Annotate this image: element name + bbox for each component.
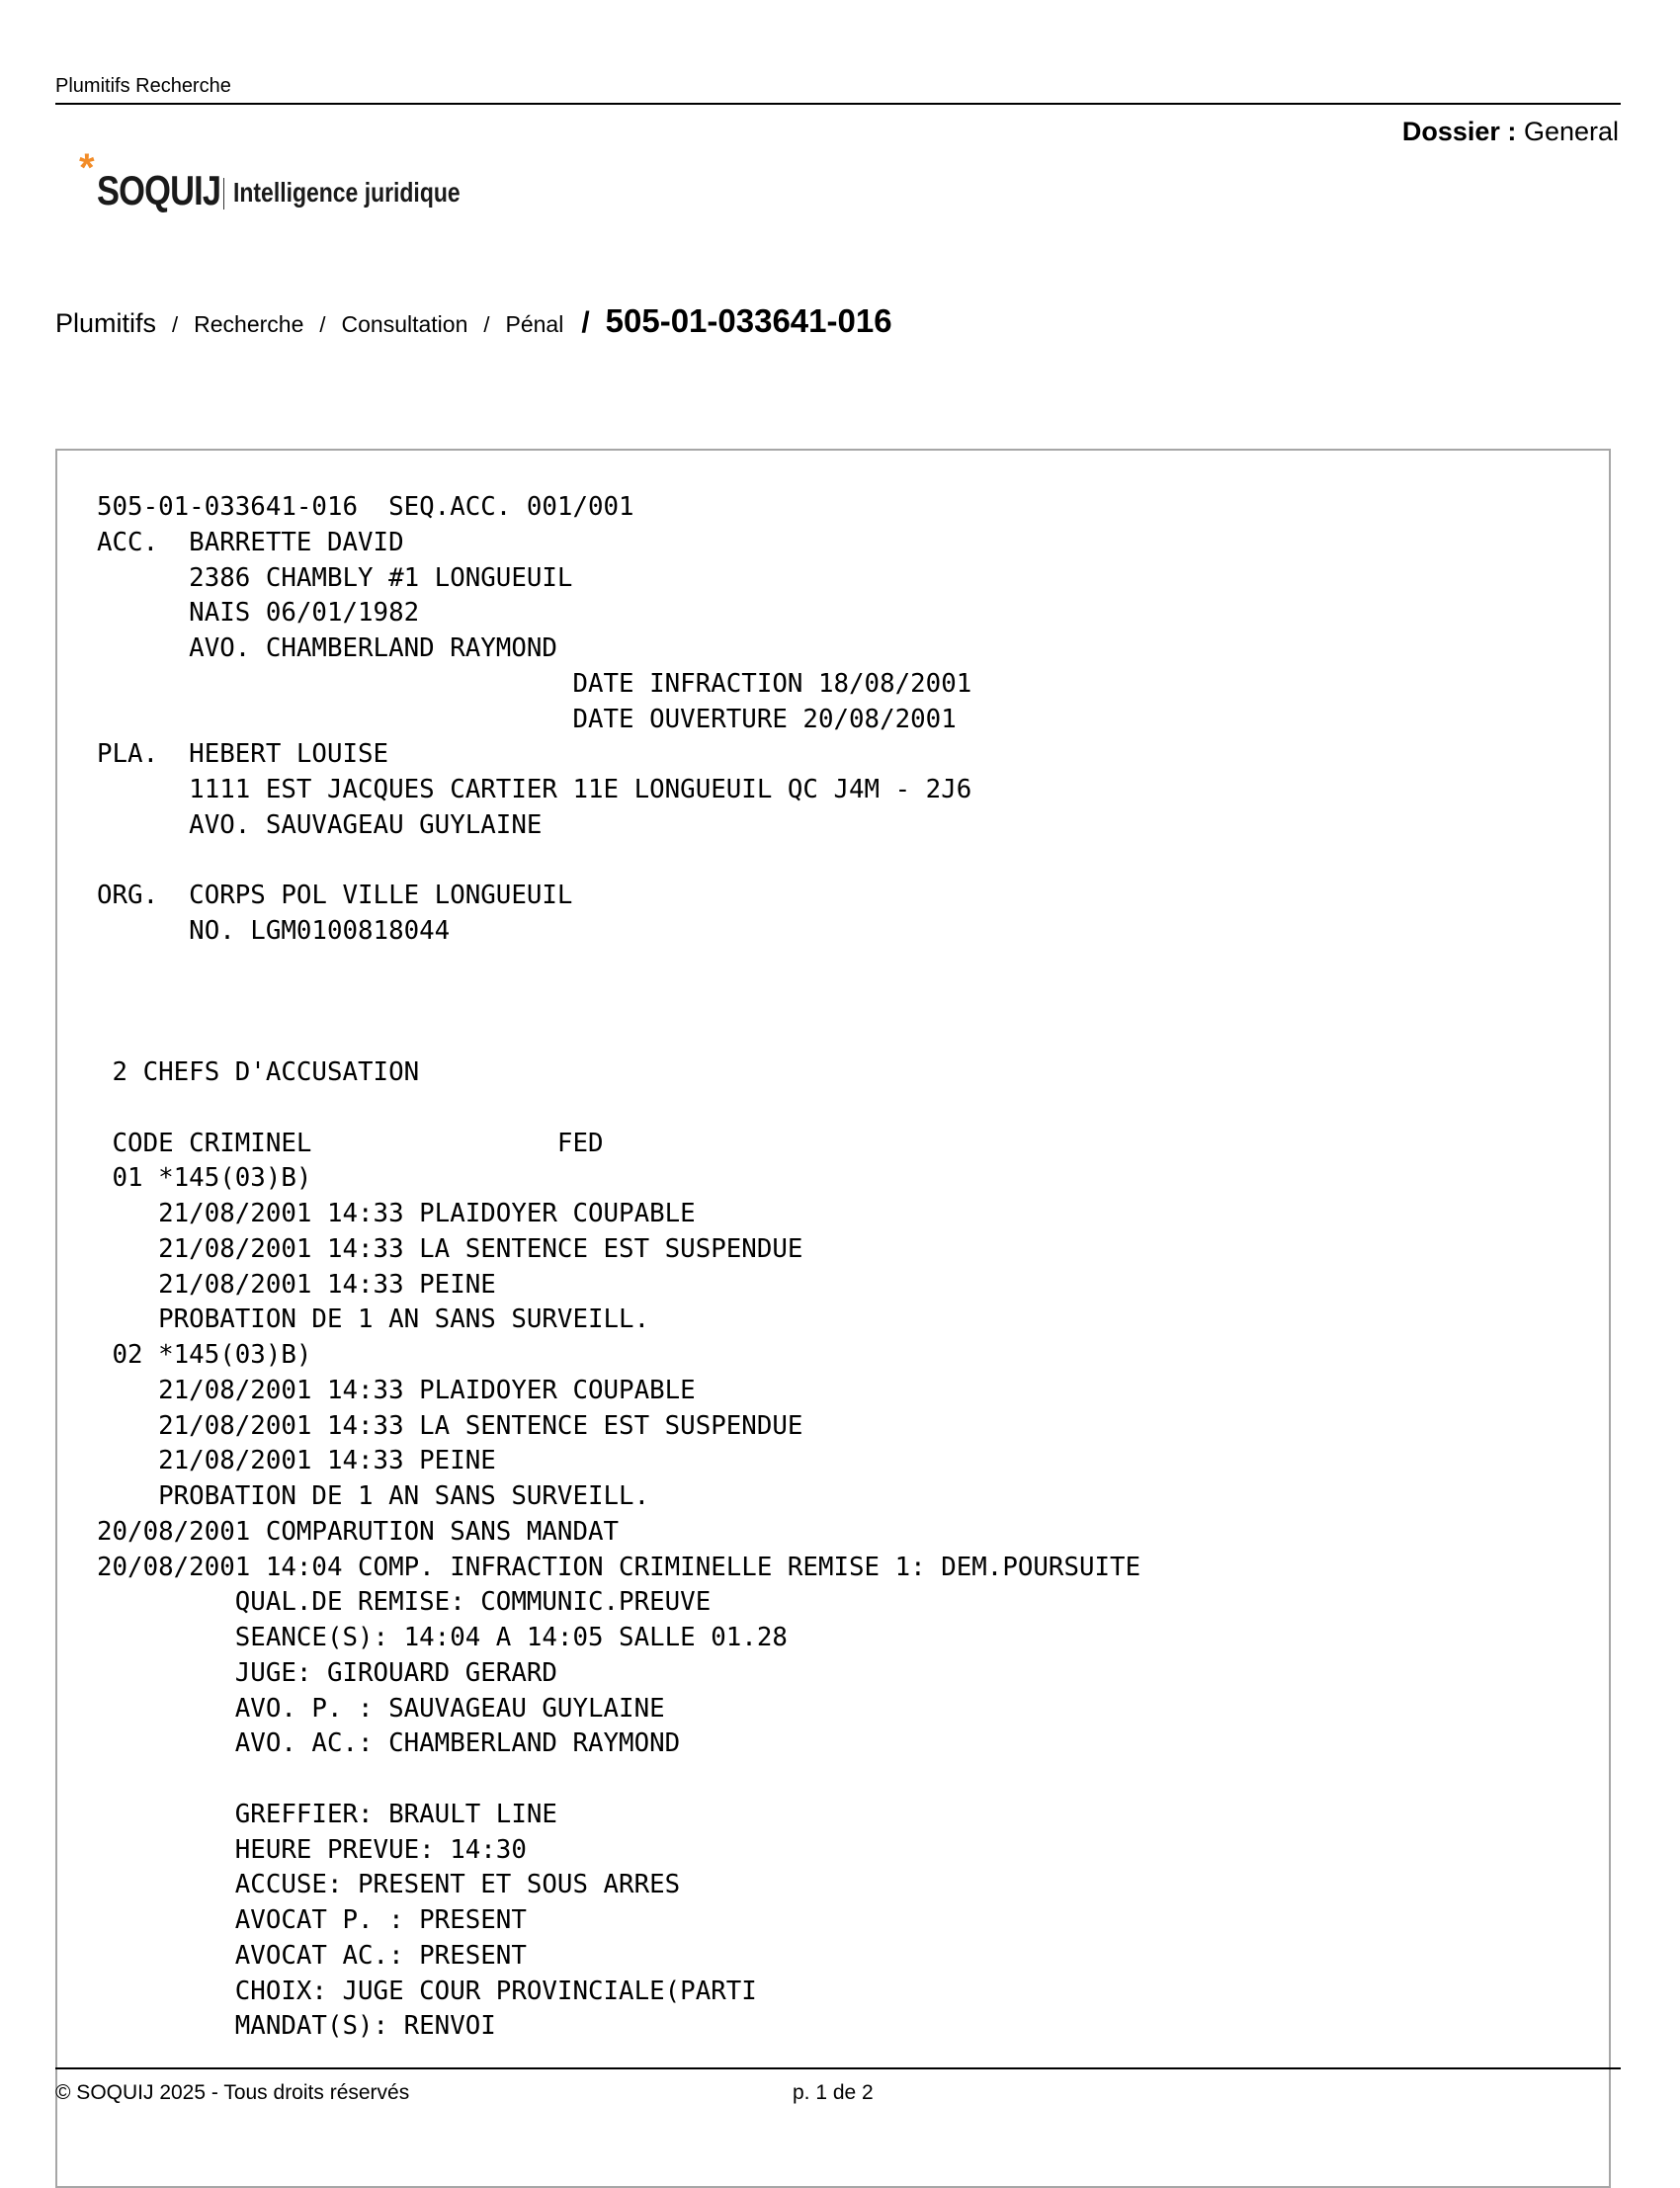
breadcrumb-recherche[interactable]: Recherche [194,311,304,337]
record-line: PROBATION DE 1 AN SANS SURVEILL. [97,1304,650,1335]
record-line: PROBATION DE 1 AN SANS SURVEILL. [97,1481,650,1511]
record-line: DATE OUVERTURE 20/08/2001 [97,704,957,734]
record-line: 20/08/2001 COMPARUTION SANS MANDAT [97,1516,620,1547]
record-line: 21/08/2001 14:33 PEINE [97,1446,496,1476]
record-line: 01 *145(03)B) [97,1163,312,1194]
record-line: QUAL.DE REMISE: COMMUNIC.PREUVE [97,1587,712,1618]
logo-brand: SOQUIJ [97,167,221,213]
record-line: 21/08/2001 14:33 PEINE [97,1269,496,1300]
dossier-label: Dossier : [1401,117,1517,146]
record-line: 1111 EST JACQUES CARTIER 11E LONGUEUIL QC J4M - 2J6 [97,775,972,804]
footer-copyright: © SOQUIJ 2025 - Tous droits réservés [55,2081,410,2104]
record-line: AVO. CHAMBERLAND RAYMOND [97,633,557,663]
breadcrumb-separator: / [319,312,326,337]
soquij-logo [79,146,474,215]
breadcrumb-separator: / [172,312,179,337]
record-line: MANDAT(S): RENVOI [97,2011,496,2042]
record-line: ACCUSE: PRESENT ET SOUS ARRES [97,1870,681,1900]
record-line: 2386 CHAMBLY #1 LONGUEUIL [97,562,573,593]
breadcrumb-separator: / [581,306,590,339]
breadcrumb [55,302,892,348]
breadcrumb-separator: / [483,312,490,337]
record-line: 21/08/2001 14:33 LA SENTENCE EST SUSPENDUE [97,1410,803,1441]
record-line: 21/08/2001 14:33 LA SENTENCE EST SUSPENDUE [97,1233,803,1264]
record-line: 02 *145(03)B) [97,1340,312,1370]
record-line: AVO. SAUVAGEAU GUYLAINE [97,809,543,840]
footer-divider [55,2067,1621,2069]
record-line: CODE CRIMINEL FED [97,1128,604,1158]
record-panel [55,449,1611,2188]
logo-tagline: Intelligence juridique [233,177,461,208]
asterisk-icon: * [79,146,95,190]
breadcrumb-plumitifs[interactable]: Plumitifs [55,308,157,338]
record-line: AVOCAT AC.: PRESENT [97,1940,527,1971]
breadcrumb-current-file: 505-01-033641-016 [605,302,892,339]
record-line: ORG. CORPS POL VILLE LONGUEUIL [97,881,573,911]
record-line: NO. LGM0100818044 [97,916,451,946]
record-line: GREFFIER: BRAULT LINE [97,1799,557,1829]
record-line: AVOCAT P. : PRESENT [97,1905,527,1935]
record-text [97,490,1140,2045]
dossier-value: General [1523,117,1619,146]
record-line: JUGE: GIROUARD GERARD [97,1657,557,1688]
record-line: AVO. P. : SAUVAGEAU GUYLAINE [97,1693,665,1724]
record-line: CHOIX: JUGE COUR PROVINCIALE(PARTI [97,1976,757,2006]
dossier-indicator [1402,116,1619,147]
breadcrumb-penal[interactable]: Pénal [505,311,564,337]
record-line: PLA. HEBERT LOUISE [97,739,389,770]
record-line: HEURE PREVUE: 14:30 [97,1834,527,1865]
header-divider [55,103,1621,105]
page-number: p. 1 de 2 [793,2081,874,2104]
logo-divider [223,178,224,210]
record-line: DATE INFRACTION 18/08/2001 [97,668,972,699]
record-line: 2 CHEFS D'ACCUSATION [97,1057,420,1087]
breadcrumb-consultation[interactable]: Consultation [341,311,468,337]
page-header-title: Plumitifs Recherche [55,75,231,97]
record-line: NAIS 06/01/1982 [97,598,420,629]
record-line: 20/08/2001 14:04 COMP. INFRACTION CRIMINELLE REMISE 1: DEM.POURSUITE [97,1552,1141,1582]
record-line: ACC. BARRETTE DAVID [97,527,404,557]
record-line: AVO. AC.: CHAMBERLAND RAYMOND [97,1728,681,1759]
record-line: 505-01-033641-016 SEQ.ACC. 001/001 [97,492,634,522]
record-line: 21/08/2001 14:33 PLAIDOYER COUPABLE [97,1375,696,1405]
record-line: 21/08/2001 14:33 PLAIDOYER COUPABLE [97,1199,696,1228]
record-line: SEANCE(S): 14:04 A 14:05 SALLE 01.28 [97,1623,788,1652]
